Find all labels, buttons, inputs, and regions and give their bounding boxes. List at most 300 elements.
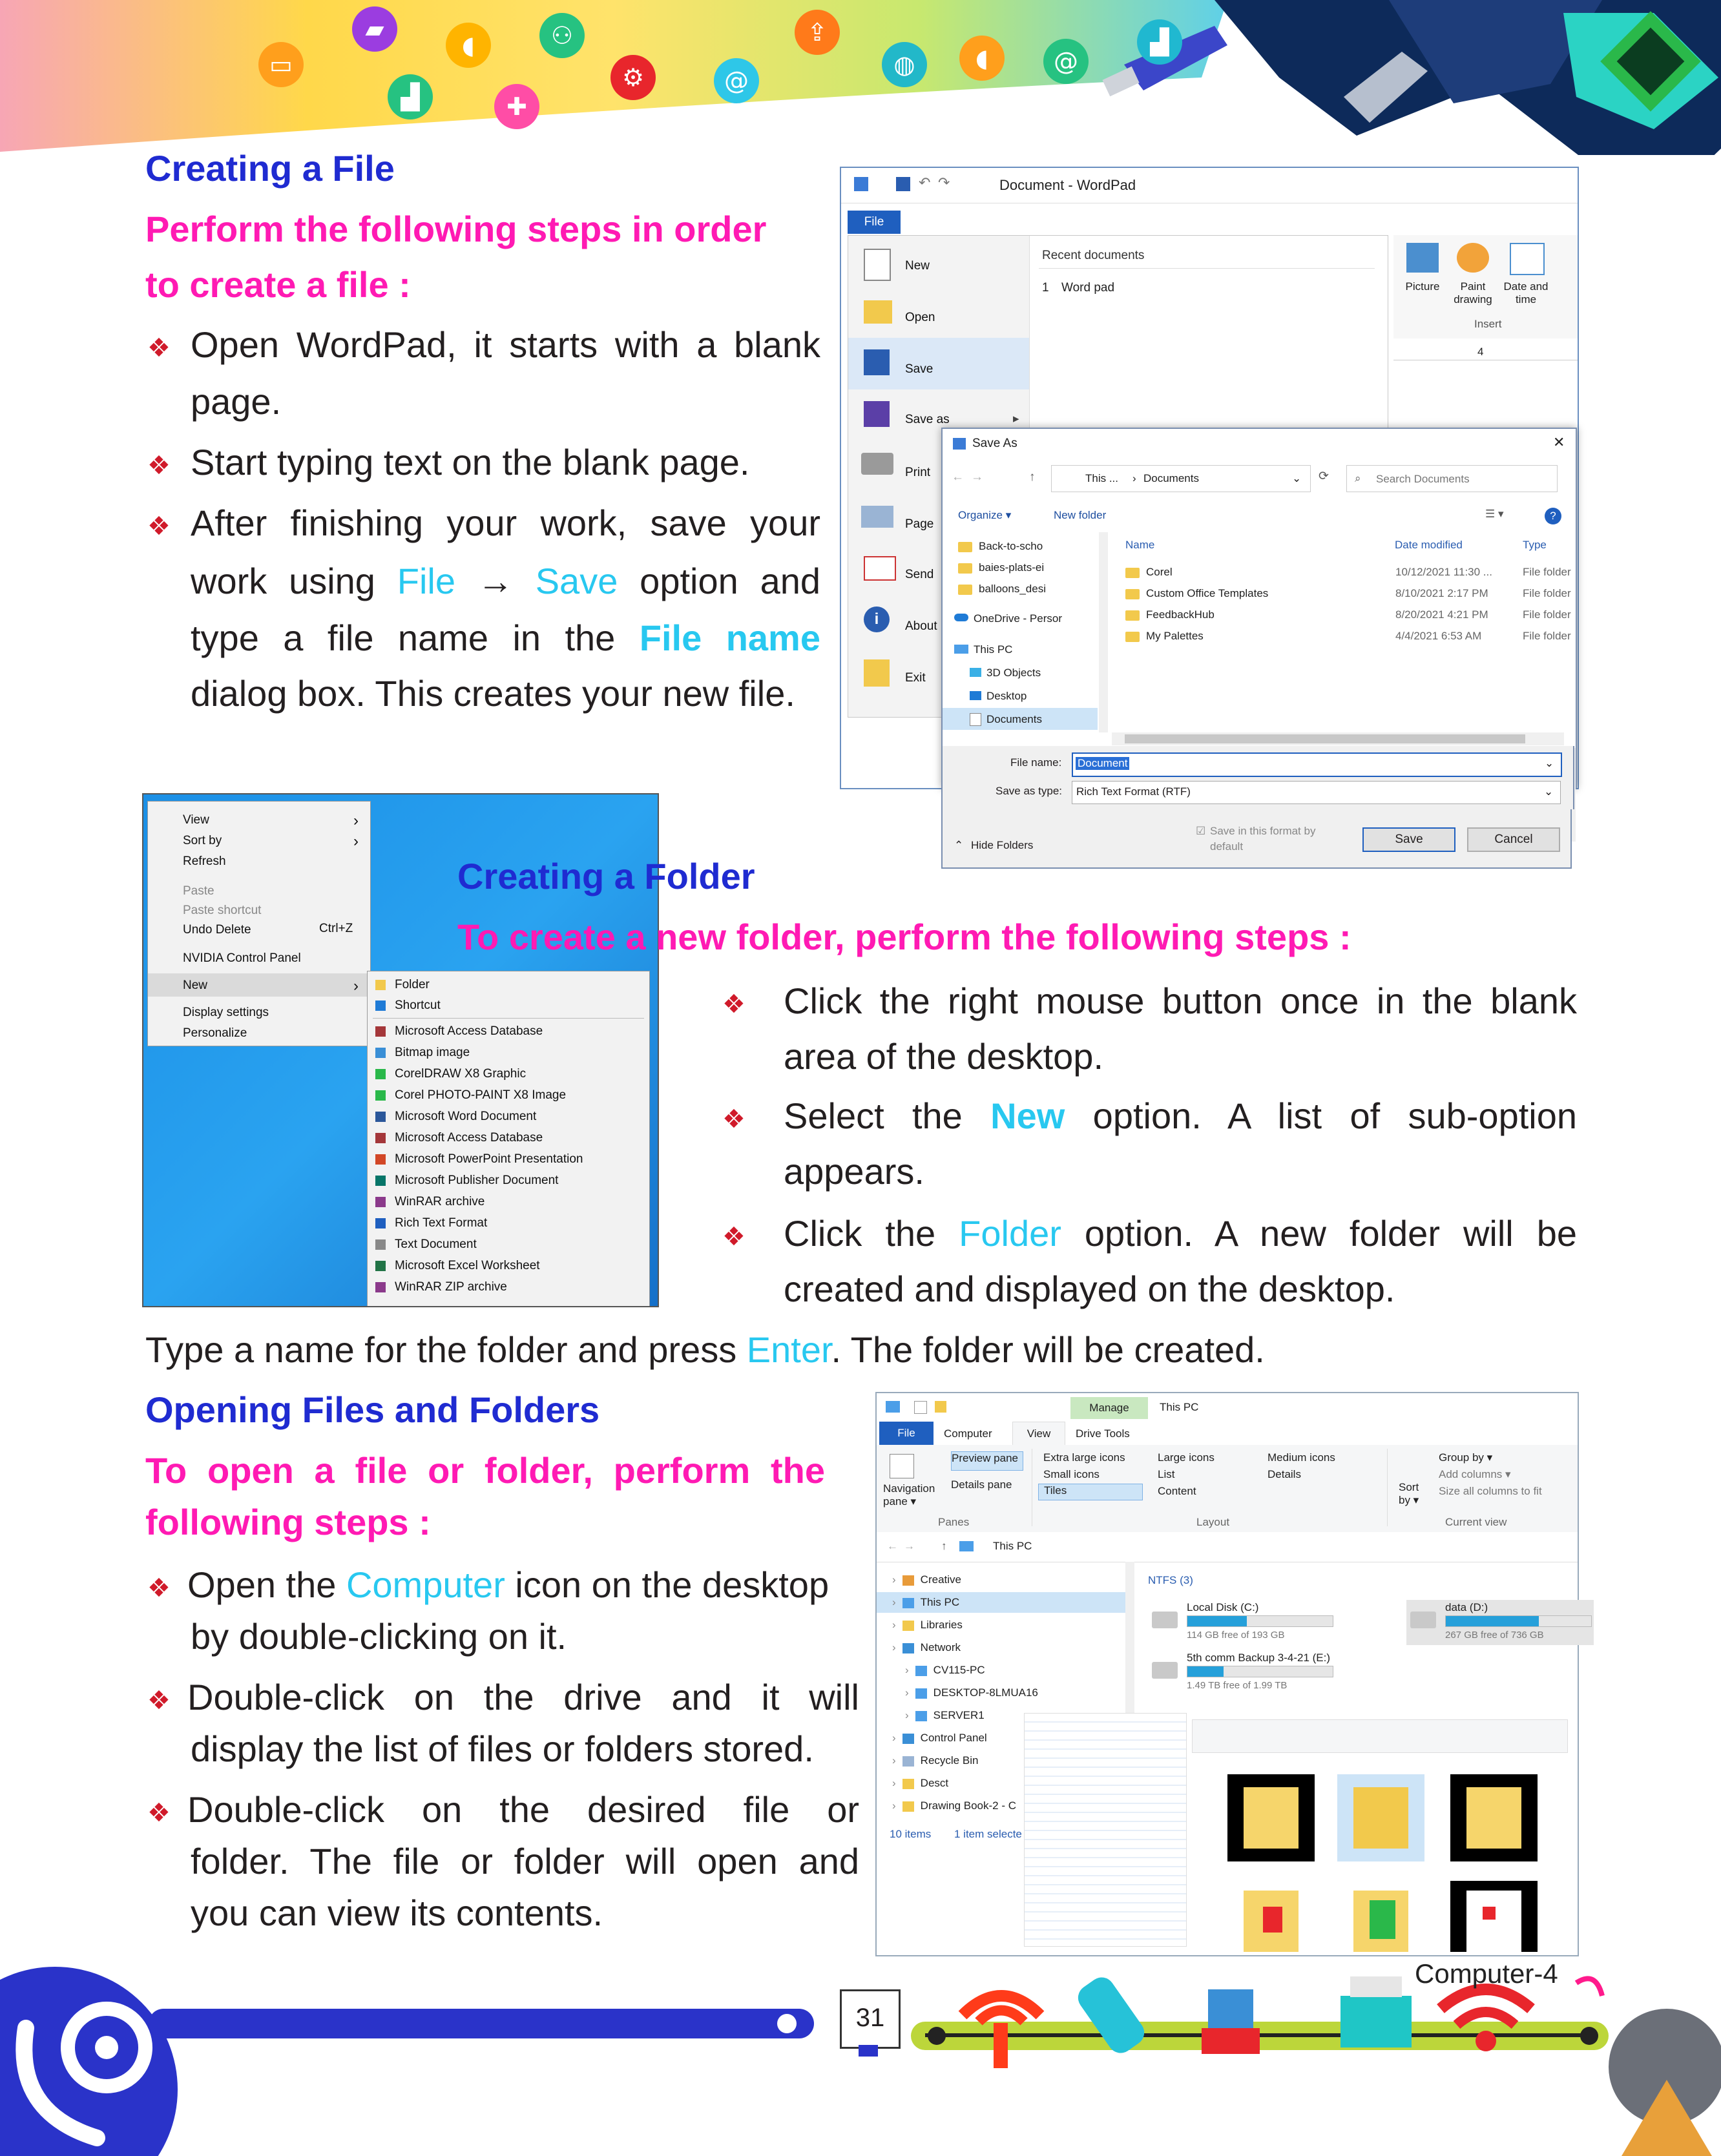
nav-scrollbar[interactable] bbox=[1099, 532, 1108, 732]
pc-icon bbox=[886, 1401, 900, 1413]
new-submenu bbox=[367, 971, 650, 1307]
documents-icon bbox=[970, 713, 981, 726]
submenu-item[interactable]: Bitmap image bbox=[375, 1046, 470, 1060]
new-folder-button[interactable]: New folder bbox=[1054, 509, 1107, 521]
explorer-nav-item[interactable]: › CV115-PC bbox=[905, 1664, 985, 1676]
folder-icon bbox=[1125, 568, 1140, 578]
file-explorer-screenshot bbox=[875, 1392, 1579, 1956]
pc-icon bbox=[954, 645, 968, 654]
add-columns-button[interactable]: Add columns ▾ bbox=[1439, 1468, 1511, 1480]
column-name[interactable]: Name bbox=[1125, 539, 1155, 551]
address-bar[interactable]: This ... › Documents ⌄ bbox=[1051, 465, 1311, 492]
filename-label: File name: bbox=[1010, 756, 1062, 769]
context-menu bbox=[147, 801, 371, 1046]
gamepad-icon: ✚ bbox=[494, 84, 539, 129]
enter-key-ref: Enter bbox=[746, 1329, 831, 1370]
drive-tile[interactable] bbox=[1148, 1650, 1335, 1695]
layout-tiles[interactable]: Tiles bbox=[1038, 1484, 1143, 1500]
submenu-item[interactable]: CorelDRAW X8 Graphic bbox=[375, 1067, 526, 1081]
section3-subtitle-line1: To open a file or folder, perform the bbox=[145, 1450, 825, 1491]
chart-icon: ▟ bbox=[388, 74, 433, 119]
expand-chevron-icon[interactable]: › bbox=[892, 1619, 896, 1631]
paint-icon bbox=[1457, 243, 1489, 273]
explorer-nav-item[interactable]: › Libraries bbox=[892, 1619, 963, 1631]
section3-bullet1-line1: Open the Computer icon on the desktop bbox=[187, 1564, 829, 1605]
expand-chevron-icon[interactable]: › bbox=[905, 1664, 909, 1676]
cloud-icon bbox=[954, 614, 968, 621]
explorer-titlebar bbox=[877, 1393, 1578, 1422]
bullet-icon: ❖ bbox=[722, 990, 746, 1019]
open-folder-icon bbox=[864, 300, 892, 324]
file-type-icon bbox=[375, 980, 386, 990]
folder-thumbnail[interactable] bbox=[1450, 1774, 1538, 1861]
layout-medium[interactable]: Medium icons bbox=[1267, 1451, 1335, 1464]
nav-item-icon bbox=[915, 1688, 927, 1699]
organize-button[interactable]: Organize ▾ bbox=[958, 509, 1012, 521]
path-this-pc[interactable]: This ... bbox=[1085, 472, 1119, 484]
bullet-icon: ❖ bbox=[147, 451, 171, 481]
bullet-icon: ❖ bbox=[722, 1222, 746, 1252]
column-date[interactable]: Date modified bbox=[1395, 539, 1463, 551]
section2-bullet2-line2: appears. bbox=[784, 1151, 924, 1192]
section3-bullet3-line3: you can view its contents. bbox=[191, 1892, 603, 1933]
nav-item-icon bbox=[902, 1575, 914, 1586]
file-type-icon bbox=[375, 1133, 386, 1143]
context-item-personalize[interactable]: Personalize bbox=[183, 1026, 247, 1040]
drive-free: 267 GB free of 736 GB bbox=[1445, 1630, 1544, 1641]
computer-icon-ref: Computer bbox=[346, 1564, 505, 1605]
context-item-refresh[interactable]: Refresh bbox=[183, 855, 226, 868]
folder-icon: ▰ bbox=[352, 6, 397, 52]
preview-pane-button[interactable]: Preview pane bbox=[951, 1451, 1023, 1471]
layout-group-label: Layout bbox=[1196, 1516, 1230, 1528]
bullet-icon: ❖ bbox=[147, 333, 171, 363]
save-as-button-row bbox=[941, 809, 1572, 869]
save-as-title: Save As bbox=[972, 437, 1017, 450]
drive-usage-fill bbox=[1187, 1666, 1224, 1677]
explorer-nav-item[interactable]: › Drawing Book-2 - C bbox=[892, 1799, 1016, 1812]
section1-bullet2: Start typing text on the blank page. bbox=[191, 442, 750, 482]
column-type[interactable]: Type bbox=[1523, 539, 1547, 551]
new-option-ref: New bbox=[990, 1095, 1065, 1136]
save-as-icon bbox=[864, 401, 890, 427]
drive-icon bbox=[1410, 1612, 1436, 1628]
layout-small[interactable]: Small icons bbox=[1043, 1468, 1100, 1480]
ribbon-insert-group bbox=[1393, 235, 1578, 338]
wordpad-screenshot bbox=[840, 167, 1579, 789]
size-columns-button[interactable]: Size all columns to fit bbox=[1439, 1485, 1542, 1497]
refresh-icon[interactable]: ⟳ bbox=[1319, 470, 1329, 483]
context-item-new[interactable]: New bbox=[183, 979, 208, 992]
save-default-label-line1: Save in this format by bbox=[1210, 825, 1316, 837]
explorer-ribbon bbox=[877, 1445, 1578, 1533]
save-as-dialog bbox=[941, 428, 1577, 789]
explorer-nav-item[interactable]: › SERVER1 bbox=[905, 1709, 985, 1721]
drive-name: data (D:) bbox=[1445, 1601, 1488, 1613]
nav-item-this-pc[interactable]: This PC bbox=[958, 643, 1012, 656]
drive-usage-bar bbox=[1187, 1666, 1333, 1677]
header-decoration bbox=[0, 0, 1721, 155]
picture-icon bbox=[1406, 243, 1439, 273]
filename-value[interactable]: Document bbox=[1076, 757, 1129, 770]
layout-extra-large[interactable]: Extra large icons bbox=[1043, 1451, 1125, 1464]
savetype-select[interactable] bbox=[1072, 781, 1561, 804]
file-row-date: 4/4/2021 6:53 AM bbox=[1395, 630, 1482, 642]
chevron-down-icon[interactable]: ⌄ bbox=[1544, 785, 1554, 798]
layout-details[interactable]: Details bbox=[1267, 1468, 1301, 1480]
recent-item[interactable]: Word pad bbox=[1061, 281, 1115, 295]
nav-item-onedrive[interactable]: OneDrive - Persor bbox=[958, 612, 1062, 625]
view-options-icon[interactable]: ☰ ▾ bbox=[1485, 508, 1504, 520]
bar-chart-icon: ▟ bbox=[1137, 19, 1182, 65]
drive-tile[interactable] bbox=[1148, 1600, 1335, 1645]
nav-pane bbox=[943, 532, 1111, 732]
ribbon-date-time[interactable]: Date and time bbox=[1503, 280, 1549, 306]
save-icon[interactable] bbox=[896, 177, 910, 191]
context-item-nvidia-control-panel[interactable]: NVIDIA Control Panel bbox=[183, 951, 301, 965]
section2-note: Type a name for the folder and press Enter. The folder will be created. bbox=[145, 1329, 1265, 1370]
back-arrow-icon[interactable]: ← bbox=[952, 470, 964, 484]
drive-tile[interactable] bbox=[1406, 1600, 1594, 1645]
new-doc-icon bbox=[864, 249, 891, 281]
send-mail-icon bbox=[864, 556, 896, 581]
back-arrow-icon[interactable]: ← bbox=[887, 1540, 898, 1552]
mouse-icon-2: ◖ bbox=[959, 36, 1005, 81]
folder-icon bbox=[1125, 589, 1140, 599]
submenu-item[interactable]: Microsoft Excel Worksheet bbox=[375, 1259, 540, 1273]
section3-subtitle-line2: following steps : bbox=[145, 1502, 431, 1542]
save-default-checkbox[interactable]: ☑ bbox=[1196, 825, 1206, 837]
nav-item-icon bbox=[902, 1643, 914, 1653]
explorer-nav-item[interactable]: › Control Panel bbox=[892, 1732, 987, 1744]
recent-divider bbox=[1039, 268, 1375, 269]
submenu-arrow-icon: › bbox=[353, 977, 359, 995]
undo-shortcut: Ctrl+Z bbox=[319, 922, 353, 935]
navigation-pane-icon bbox=[890, 1454, 914, 1478]
at-icon: @ bbox=[714, 58, 759, 103]
explorer-nav-item[interactable]: › Network bbox=[892, 1641, 961, 1653]
file-type-icon bbox=[375, 1000, 386, 1011]
file-row-type: File folder bbox=[1523, 587, 1571, 599]
file-type-icon bbox=[375, 1218, 386, 1228]
submenu-item[interactable]: Text Document bbox=[375, 1238, 477, 1252]
nav-item-documents[interactable]: Documents bbox=[971, 713, 1042, 726]
help-icon[interactable]: ? bbox=[1545, 508, 1561, 524]
cancel-button[interactable]: Cancel bbox=[1467, 827, 1560, 852]
section2-title: Creating a Folder bbox=[457, 856, 755, 897]
monitor-icon: ▭ bbox=[258, 42, 304, 87]
folder-option-ref: Folder bbox=[959, 1213, 1061, 1254]
nav-item[interactable]: 3D Objects bbox=[971, 667, 1041, 679]
layout-list[interactable]: List bbox=[1158, 1468, 1175, 1480]
submenu-item[interactable]: Rich Text Format bbox=[375, 1216, 487, 1230]
explorer-nav-item[interactable]: › DESKTOP-8LMUA16 bbox=[905, 1686, 1038, 1699]
bullet-icon: ❖ bbox=[722, 1104, 746, 1134]
menu-send[interactable]: Send bbox=[905, 568, 934, 581]
file-menu-ref: File bbox=[397, 561, 456, 601]
chevron-down-icon[interactable]: ⌄ bbox=[1292, 472, 1302, 484]
submenu-item[interactable]: Microsoft Access Database bbox=[375, 1024, 543, 1039]
file-row-date: 8/10/2021 2:17 PM bbox=[1395, 587, 1488, 599]
drive-name: 5th comm Backup 3-4-21 (E:) bbox=[1187, 1652, 1331, 1664]
menu-new[interactable]: New bbox=[905, 259, 930, 273]
book-name: Computer-4 bbox=[1415, 1958, 1558, 1989]
file-row-type: File folder bbox=[1523, 608, 1571, 621]
explorer-address-row bbox=[877, 1532, 1578, 1562]
file-type-icon bbox=[375, 1197, 386, 1207]
group-by-button[interactable]: Group by ▾ bbox=[1439, 1451, 1493, 1464]
folder-thumbnail[interactable] bbox=[1337, 1881, 1424, 1952]
section3-bullet3-line2: folder. The file or folder will open and bbox=[191, 1841, 859, 1881]
search-icon: ⌕ bbox=[1355, 472, 1361, 484]
properties-icon[interactable] bbox=[914, 1401, 927, 1414]
submenu-item[interactable]: WinRAR ZIP archive bbox=[375, 1280, 507, 1294]
nav-item-icon bbox=[915, 1711, 927, 1721]
submenu-divider bbox=[373, 1018, 644, 1019]
filename-input[interactable] bbox=[1072, 752, 1562, 777]
menu-exit[interactable]: Exit bbox=[905, 671, 926, 685]
path-documents[interactable]: Documents bbox=[1143, 472, 1199, 484]
drive-free: 1.49 TB free of 1.99 TB bbox=[1187, 1680, 1288, 1691]
forward-arrow-icon[interactable]: → bbox=[904, 1540, 915, 1552]
drive-usage-fill bbox=[1446, 1616, 1539, 1626]
up-arrow-icon[interactable]: ↑ bbox=[1029, 470, 1036, 484]
address-this-pc[interactable]: This PC bbox=[993, 1540, 1032, 1552]
file-name-ref: File name bbox=[639, 617, 820, 658]
submenu-arrow-icon: › bbox=[353, 812, 359, 829]
folder-icon bbox=[958, 563, 972, 574]
nav-item-icon bbox=[902, 1734, 914, 1744]
drive-name: Local Disk (C:) bbox=[1187, 1601, 1259, 1613]
about-info-icon: i bbox=[864, 606, 890, 632]
menu-page[interactable]: Page bbox=[905, 517, 934, 531]
3d-objects-icon bbox=[970, 668, 981, 677]
submenu-item[interactable]: WinRAR archive bbox=[375, 1195, 485, 1209]
section3-bullet2-line2: display the list of files or folders stored. bbox=[191, 1728, 814, 1769]
context-item-paste-shortcut[interactable]: Paste shortcut bbox=[183, 904, 262, 917]
expand-chevron-icon[interactable]: › bbox=[892, 1799, 896, 1812]
tab-computer[interactable]: Computer bbox=[944, 1427, 992, 1440]
status-item-count: 10 items bbox=[890, 1828, 932, 1840]
expand-chevron-icon[interactable]: › bbox=[892, 1596, 896, 1608]
submenu-item[interactable]: Corel PHOTO-PAINT X8 Image bbox=[375, 1088, 566, 1103]
section3-title: Opening Files and Folders bbox=[145, 1389, 600, 1430]
ribbon-group-label: Insert bbox=[1474, 318, 1502, 330]
search-box[interactable] bbox=[1346, 465, 1558, 492]
submenu-item[interactable]: Folder bbox=[375, 978, 430, 992]
section1-bullet3-line3: type a file name in the File name bbox=[191, 617, 820, 658]
layout-large[interactable]: Large icons bbox=[1158, 1451, 1215, 1464]
wordpad-app-icon bbox=[854, 177, 868, 191]
file-type-icon bbox=[375, 1026, 386, 1037]
section2-bullet1-line1: Click the right mouse button once in the blank bbox=[784, 980, 1577, 1021]
folder-thumbnail[interactable] bbox=[1337, 1774, 1424, 1861]
folder-thumbnail[interactable] bbox=[1227, 1774, 1315, 1861]
folder-icon bbox=[1125, 610, 1140, 621]
nav-item-icon bbox=[902, 1779, 914, 1789]
section3-bullet3-line1: Double-click on the desired file or bbox=[187, 1789, 859, 1830]
expand-chevron-icon[interactable]: › bbox=[905, 1709, 909, 1721]
file-row-type: File folder bbox=[1523, 566, 1571, 578]
submenu-item[interactable]: Microsoft Publisher Document bbox=[375, 1174, 558, 1188]
close-icon[interactable]: ✕ bbox=[1553, 434, 1565, 450]
recent-documents-header: Recent documents bbox=[1042, 249, 1145, 262]
desktop-icon bbox=[970, 691, 981, 700]
recent-item-number: 1 bbox=[1042, 281, 1049, 295]
submenu-item[interactable]: Microsoft PowerPoint Presentation bbox=[375, 1152, 583, 1166]
ribbon-picture[interactable]: Picture bbox=[1405, 280, 1440, 293]
hide-folders-chevron-icon[interactable]: ⌃ bbox=[954, 839, 964, 851]
navigation-pane-button[interactable]: Navigation pane ▾ bbox=[883, 1482, 935, 1508]
savetype-label: Save as type: bbox=[996, 785, 1063, 797]
file-row-name: My Palettes bbox=[1146, 630, 1204, 642]
context-item-undo-delete[interactable]: Undo Delete bbox=[183, 923, 251, 937]
explorer-nav-item[interactable]: › Creative bbox=[892, 1573, 961, 1586]
context-item-sort-by[interactable]: Sort by bbox=[183, 834, 222, 847]
explorer-nav-item[interactable]: › Recycle Bin bbox=[892, 1754, 979, 1767]
file-tab[interactable]: File bbox=[848, 211, 901, 234]
tab-view[interactable]: View bbox=[1012, 1422, 1065, 1446]
folder-icon bbox=[1125, 632, 1140, 642]
page-setup-icon bbox=[861, 506, 893, 528]
wordpad-titlebar bbox=[841, 168, 1578, 203]
folder-icon bbox=[958, 542, 972, 552]
explorer-nav-item[interactable]: › Desct bbox=[892, 1777, 949, 1789]
hide-folders-button[interactable]: Hide Folders bbox=[971, 839, 1034, 851]
expand-chevron-icon[interactable]: › bbox=[892, 1732, 896, 1744]
file-row-type: File folder bbox=[1523, 630, 1571, 642]
redo-icon[interactable]: ↷ bbox=[938, 174, 950, 191]
section1-bullet3-line1: After finishing your work, save your bbox=[191, 503, 820, 543]
drive-usage-bar bbox=[1187, 1615, 1333, 1627]
nav-item[interactable]: baies-plats-ei bbox=[958, 561, 1044, 574]
context-item-display-settings[interactable]: Display settings bbox=[183, 1006, 269, 1019]
file-row-date: 8/20/2021 4:21 PM bbox=[1395, 608, 1488, 621]
file-row-name: FeedbackHub bbox=[1146, 608, 1215, 621]
section2-bullet1-line2: area of the desktop. bbox=[784, 1036, 1104, 1077]
file-row[interactable] bbox=[1125, 566, 1571, 585]
ntfs-group-header[interactable]: NTFS (3) bbox=[1148, 1574, 1193, 1586]
up-arrow-icon[interactable]: ↑ bbox=[941, 1540, 947, 1552]
menu-about[interactable]: About bbox=[905, 619, 937, 633]
undo-icon[interactable]: ↶ bbox=[919, 174, 931, 191]
file-row[interactable] bbox=[1125, 630, 1571, 649]
drive-icon bbox=[1152, 1612, 1178, 1628]
drive-usage-bar bbox=[1445, 1615, 1592, 1627]
save-button[interactable]: Save bbox=[1362, 827, 1455, 852]
wordpad-title: Document - WordPad bbox=[999, 177, 1136, 193]
forward-arrow-icon[interactable]: → bbox=[971, 470, 983, 484]
nav-item-icon bbox=[902, 1598, 914, 1608]
section2-bullet2-line1: Select the New option. A list of sub-option bbox=[784, 1095, 1577, 1136]
scroll-thumb[interactable] bbox=[1125, 734, 1525, 743]
nav-item[interactable]: Back-to-scho bbox=[958, 540, 1043, 553]
ruler bbox=[1393, 346, 1578, 360]
folder-thumbnail[interactable] bbox=[1450, 1881, 1538, 1952]
exit-icon bbox=[864, 659, 890, 687]
file-type-icon bbox=[375, 1069, 386, 1079]
tab-file[interactable]: File bbox=[879, 1422, 934, 1445]
expand-chevron-icon[interactable]: › bbox=[892, 1754, 896, 1767]
nav-item-icon bbox=[902, 1756, 914, 1767]
section2-bullet3-line2: created and displayed on the desktop. bbox=[784, 1269, 1395, 1309]
page-number: 31 bbox=[840, 1989, 901, 2049]
panes-group-label: Panes bbox=[938, 1516, 970, 1528]
section1-bullet3-line2: work using File → Save option and bbox=[191, 561, 821, 601]
ribbon-paint-drawing[interactable]: Paint drawing bbox=[1454, 280, 1492, 306]
file-type-icon bbox=[375, 1112, 386, 1122]
bullet-icon: ❖ bbox=[147, 1686, 171, 1715]
file-type-icon bbox=[375, 1261, 386, 1271]
nested-explorer-preview bbox=[1024, 1713, 1573, 1952]
manage-tab[interactable]: Manage bbox=[1070, 1397, 1148, 1419]
submenu-item[interactable]: Microsoft Access Database bbox=[375, 1131, 543, 1145]
section1-subtitle-line1: Perform the following steps in order bbox=[145, 209, 767, 249]
context-item-paste[interactable]: Paste bbox=[183, 884, 214, 898]
section1-bullet1-line2: page. bbox=[191, 381, 282, 422]
file-type-icon bbox=[375, 1154, 386, 1165]
context-item-view[interactable]: View bbox=[183, 813, 209, 827]
submenu-item[interactable]: Microsoft Word Document bbox=[375, 1110, 536, 1124]
nested-file-list bbox=[1024, 1713, 1187, 1947]
nav-item-icon bbox=[902, 1801, 914, 1812]
expand-chevron-icon[interactable]: › bbox=[905, 1686, 909, 1699]
folder-icon bbox=[958, 585, 972, 595]
upload-icon: ⇪ bbox=[795, 10, 840, 55]
expand-chevron-icon[interactable]: › bbox=[892, 1777, 896, 1789]
file-row[interactable] bbox=[1125, 587, 1571, 606]
save-as-icon-small bbox=[953, 438, 966, 450]
nav-item[interactable]: Desktop bbox=[971, 690, 1027, 703]
folder-thumbnail[interactable] bbox=[1227, 1881, 1315, 1952]
network-icon: ⚇ bbox=[539, 13, 585, 58]
section3-bullet2-line1: Double-click on the drive and it will bbox=[187, 1677, 859, 1717]
footer-decoration bbox=[0, 1951, 1721, 2156]
details-pane-button[interactable]: Details pane bbox=[951, 1478, 1012, 1491]
menu-print[interactable]: Print bbox=[905, 466, 931, 479]
drive-icon bbox=[1152, 1662, 1178, 1679]
expand-chevron-icon[interactable]: › bbox=[892, 1641, 896, 1653]
menu-open[interactable]: Open bbox=[905, 311, 935, 324]
ruler-mark: 4 bbox=[1477, 346, 1484, 358]
section2-subtitle: To create a new folder, perform the following steps : bbox=[457, 917, 1351, 957]
pc-icon bbox=[959, 1541, 974, 1551]
nav-item[interactable]: balloons_desi bbox=[958, 583, 1046, 596]
file-type-icon bbox=[375, 1282, 386, 1292]
expand-chevron-icon[interactable]: › bbox=[892, 1573, 896, 1586]
file-row[interactable] bbox=[1125, 608, 1571, 628]
chevron-down-icon[interactable]: ⌄ bbox=[1545, 757, 1554, 769]
search-input[interactable]: Search Documents bbox=[1376, 473, 1470, 485]
menu-save[interactable]: Save bbox=[905, 362, 934, 376]
at-icon-2: @ bbox=[1043, 39, 1089, 84]
horizontal-scrollbar[interactable] bbox=[1112, 732, 1564, 745]
sort-by-button[interactable]: Sort by ▾ bbox=[1399, 1481, 1419, 1506]
file-row-name: Corel bbox=[1146, 566, 1173, 578]
menu-save-as[interactable]: Save as bbox=[905, 413, 950, 426]
tab-drive-tools[interactable]: Drive Tools bbox=[1076, 1427, 1130, 1440]
globe-icon: ◍ bbox=[882, 42, 927, 87]
layout-content[interactable]: Content bbox=[1158, 1485, 1196, 1497]
explorer-nav-item[interactable]: › This PC bbox=[892, 1596, 960, 1608]
drive-usage-fill bbox=[1187, 1616, 1247, 1626]
submenu-arrow-icon: ▸ bbox=[1013, 412, 1019, 426]
bullet-icon: ❖ bbox=[147, 1573, 171, 1603]
submenu-item[interactable]: Shortcut bbox=[375, 999, 441, 1013]
save-as-filename-panel bbox=[941, 746, 1574, 809]
file-row-name: Custom Office Templates bbox=[1146, 587, 1269, 599]
folder-icon[interactable] bbox=[935, 1401, 946, 1413]
